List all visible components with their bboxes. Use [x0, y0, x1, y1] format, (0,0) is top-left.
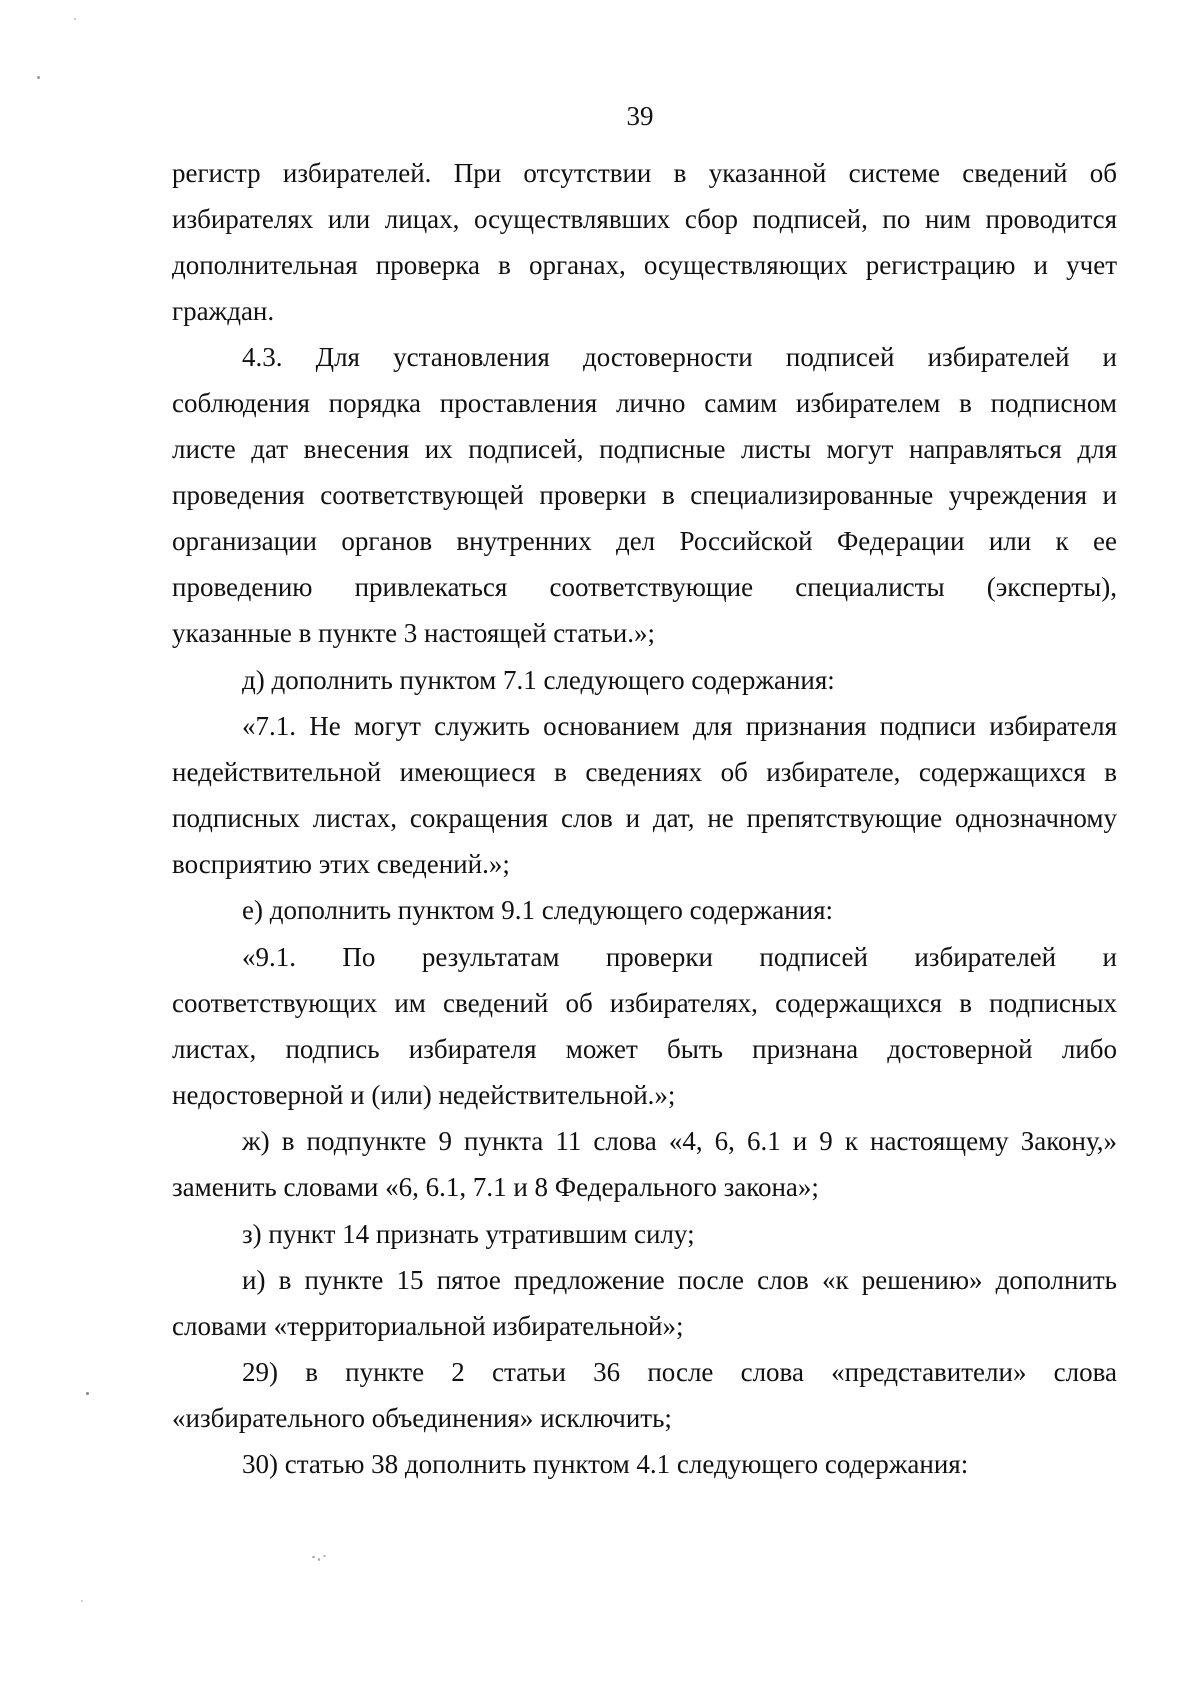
text-line: листах, подпись избирателя может быть признана достоверной либо — [172, 1034, 1117, 1064]
text-line: избирателях или лицах, осуществлявших сбор подписей, по ним проводится — [172, 204, 1117, 234]
paragraph-start-line: з) пункт 14 признать утратившим силу; — [242, 1219, 695, 1249]
paragraph-start-line: и) в пункте 15 пятое предложение после слов «к решению» дополнить — [242, 1265, 1117, 1295]
text-line: указанные в пункте 3 настоящей статьи.»; — [172, 618, 656, 648]
text-line: словами «территориальной избирательной»; — [172, 1311, 684, 1341]
scan-speck — [81, 1600, 83, 1602]
text-line: проведению привлекаться соответствующие специалисты (эксперты), — [172, 572, 1117, 602]
scan-speck — [74, 18, 76, 20]
text-line: регистр избирателей. При отсутствии в указанной системе сведений об — [172, 158, 1117, 188]
scan-speck — [323, 1555, 326, 1557]
text-line: соблюдения порядка проставления лично самим избирателем в подписном — [172, 388, 1117, 418]
text-line: восприятию этих сведений.»; — [172, 849, 510, 879]
text-line: недействительной имеющиеся в сведениях об избирателе, содержащихся в — [172, 757, 1117, 787]
text-line: недостоверной и (или) недействительной.»; — [172, 1080, 676, 1110]
scan-speck — [312, 1556, 315, 1558]
paragraph-start-line: «9.1. По результатам проверки подписей избирателей и — [242, 942, 1117, 972]
text-line: граждан. — [172, 296, 275, 326]
text-line: подписных листах, сокращения слов и дат, не препятствующие однозначному — [172, 803, 1117, 833]
scan-speck — [86, 1392, 89, 1395]
paragraph-start-line: е) дополнить пунктом 9.1 следующего содержания: — [242, 895, 834, 925]
paragraph-start-line: 29) в пункте 2 статьи 36 после слова «представители» слова — [242, 1357, 1117, 1387]
paragraph-start-line: ж) в подпункте 9 пункта 11 слова «4, 6, 6.1 и 9 к настоящему Закону,» — [242, 1126, 1117, 1156]
text-line: «избирательного объединения» исключить; — [172, 1403, 672, 1433]
text-line: листе дат внесения их подписей, подписные листы могут направляться для — [172, 434, 1117, 464]
text-line: организации органов внутренних дел Российской Федерации или к ее — [172, 526, 1117, 556]
paragraph-start-line: д) дополнить пунктом 7.1 следующего содержания: — [242, 665, 835, 695]
scan-speck — [318, 1558, 320, 1561]
text-line: дополнительная проверка в органах, осуществляющих регистрацию и учет — [172, 250, 1117, 280]
paragraph-start-line: 4.3. Для установления достоверности подписей избирателей и — [242, 342, 1117, 372]
text-line: соответствующих им сведений об избирателях, содержащихся в подписных — [172, 988, 1117, 1018]
text-line: проведения соответствующей проверки в специализированные учреждения и — [172, 480, 1117, 510]
paragraph-start-line: «7.1. Не могут служить основанием для признания подписи избирателя — [242, 711, 1117, 741]
page-number: 39 — [626, 101, 654, 131]
scan-speck — [37, 76, 40, 79]
paragraph-start-line: 30) статью 38 дополнить пунктом 4.1 следующего содержания: — [242, 1449, 969, 1479]
text-line: заменить словами «6, 6.1, 7.1 и 8 Федерального закона»; — [172, 1172, 819, 1202]
